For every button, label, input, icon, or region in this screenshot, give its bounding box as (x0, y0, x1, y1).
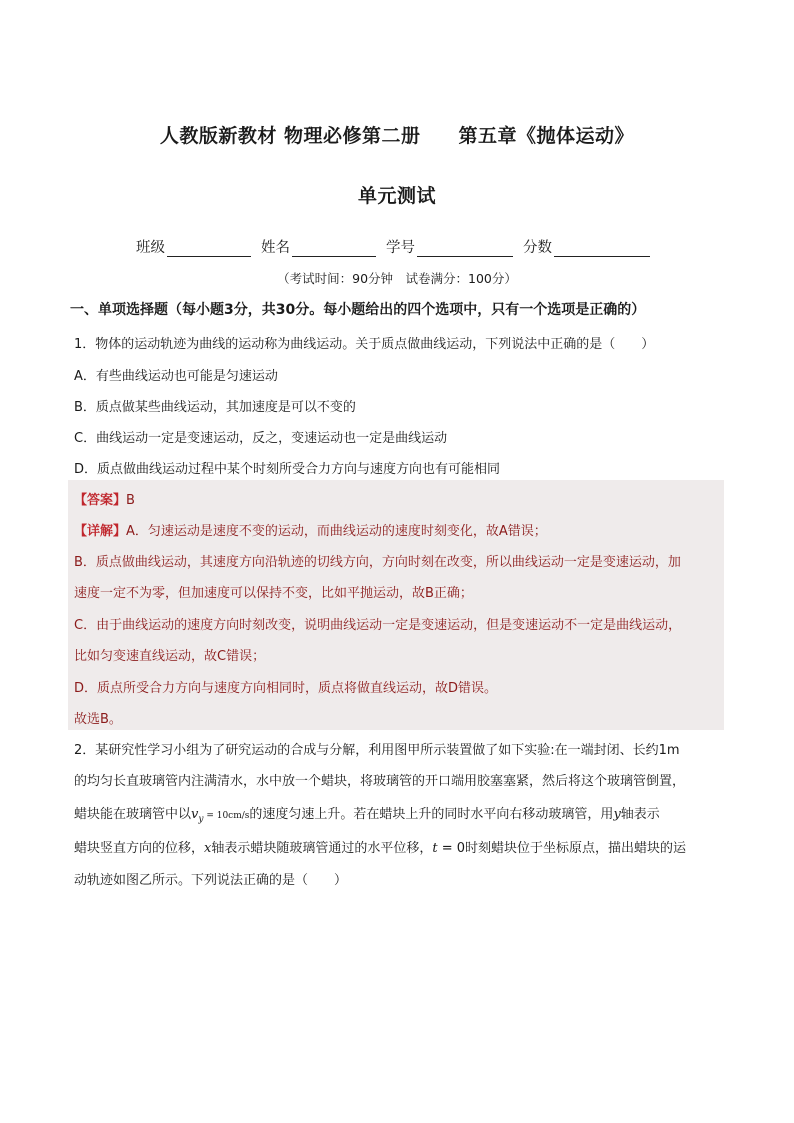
detail-line-1 (74, 520, 547, 539)
score-label: 分数 (523, 240, 552, 256)
student-id-field (386, 236, 513, 257)
question-2-line-2: 的均匀长直玻璃管内注满清水，水中放一个蜡块，将玻璃管的开口端用胶塞塞紧，然后将这个玻璃管倒置， (74, 774, 686, 789)
class-blank[interactable] (167, 240, 251, 257)
question-1-stem: 1．物体的运动轨迹为曲线的运动称为曲线运动。关于质点做曲线运动，下列说法中正确的是（ ） (74, 337, 655, 352)
velocity-subscript: y (198, 814, 204, 825)
question-1-option-b: B．质点做某些曲线运动，其加速度是可以不变的 (74, 400, 356, 415)
name-field (261, 236, 376, 257)
question-2-line-4 (74, 837, 686, 856)
q2-text: 轴表示蜡块随玻璃管通过的水平位移， (211, 841, 433, 856)
score-field (523, 236, 650, 257)
question-2-line-1: 2．某研究性学习小组为了研究运动的合成与分解，利用图甲所示装置做了如下实验:在一端封闭、长约1m (74, 743, 680, 758)
q2-text: 的速度匀速上升。若在蜡块上升的同时水平向右移动玻璃管，用 (249, 807, 614, 822)
question-1-option-d: D．质点做曲线运动过程中某个时刻所受合力方向与速度方向也有可能相同 (74, 462, 501, 477)
student-id-blank[interactable] (417, 240, 513, 257)
q2-text: 蜡块竖直方向的位移， (74, 841, 205, 856)
question-2-line-3 (74, 803, 660, 825)
answer-line (74, 489, 135, 508)
page-subtitle: 单元测试 (357, 185, 436, 207)
answer-tag: 【答案】 (74, 493, 127, 508)
class-field (136, 236, 251, 257)
page-title (0, 121, 794, 148)
t-symbol: t (432, 841, 438, 856)
detail-line-6: D．质点所受合力方向与速度方向相同时，质点将做直线运动，故D错误。 (74, 681, 498, 696)
velocity-symbol: v (191, 807, 199, 822)
title-chapter: 第五章《抛体运动》 (458, 125, 635, 147)
y-symbol: y (613, 807, 621, 822)
x-symbol: x (204, 841, 212, 856)
detail-line-2: B．质点做曲线运动，其速度方向沿轨迹的切线方向，方向时刻在改变，所以曲线运动一定是变速运动，加 (74, 555, 681, 570)
question-1-option-c: C．曲线运动一定是变速运动，反之，变速运动也一定是曲线运动 (74, 431, 448, 446)
exam-info: （考试时间：90分钟 试卷满分：100分） (277, 271, 517, 286)
detail-line-4: C．由于曲线运动的速度方向时刻改变，说明曲线运动一定是变速运动，但是变速运动不一定是曲线运动， (74, 618, 682, 633)
velocity-value: = 10cm/s (203, 811, 250, 821)
detail-tag: 【详解】 (74, 524, 127, 539)
score-blank[interactable] (554, 240, 650, 257)
name-label: 姓名 (261, 240, 290, 256)
detail-text-a: A．匀速运动是速度不变的运动，而曲线运动的速度时刻变化，故A错误； (126, 524, 547, 539)
student-id-label: 学号 (386, 240, 415, 256)
question-2-line-5: 动轨迹如图乙所示。下列说法正确的是（ ） (74, 873, 348, 888)
q2-text: = 0时刻蜡块位于坐标原点，描出蜡块的运 (437, 841, 687, 856)
class-label: 班级 (136, 240, 165, 256)
q2-text: 轴表示 (620, 807, 660, 822)
question-1-option-a: A．有些曲线运动也可能是匀速运动 (74, 369, 278, 384)
answer-value: B (126, 493, 135, 508)
section-title: 一、单项选择题（每小题3分，共30分。每小题给出的四个选项中，只有一个选项是正确的） (70, 302, 646, 318)
detail-line-3: 速度一定不为零，但加速度可以保持不变，比如平抛运动，故B正确； (74, 586, 473, 601)
title-textbook: 人教版新教材 物理必修第二册 (159, 125, 421, 147)
student-info-fields (136, 236, 660, 257)
detail-line-5: 比如匀变速直线运动，故C错误； (74, 649, 266, 664)
name-blank[interactable] (292, 240, 376, 257)
q2-text: 蜡块能在玻璃管中以 (74, 807, 192, 822)
detail-line-7: 故选B。 (74, 712, 122, 727)
